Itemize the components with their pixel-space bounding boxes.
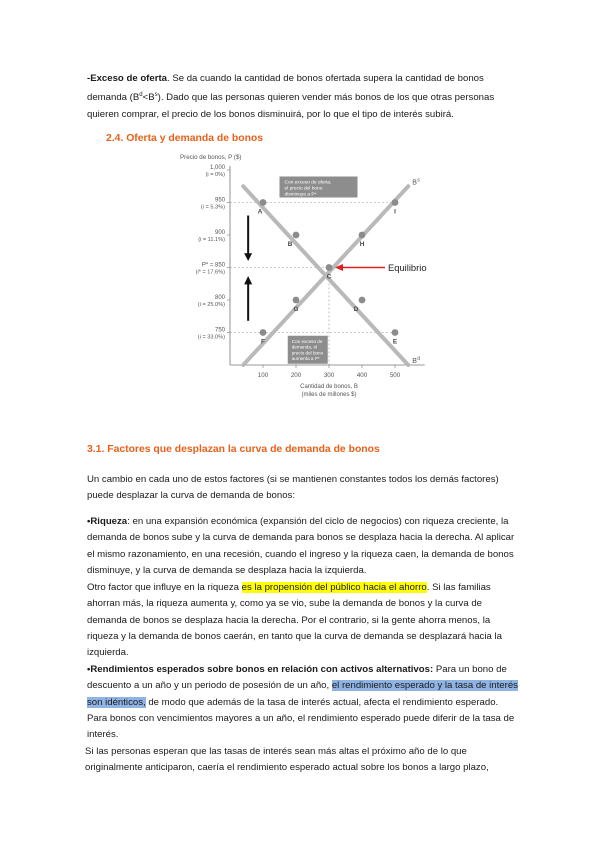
x-axis-sublabel: (miles de millones $) [301,392,357,398]
paragraph-rendimientos: •Rendimientos esperados sobre bonos en relación con activos alternativos: Para un bono de descuento a un año y un periodo de posesión de un año, el rendimiento esperado y la tasa de interés son idénticos, de modo que además de la tasa de interés actual, afecta el rendimiento esperado. Para bonos con vencimientos mayores a un año, el rendimiento esperado puede diferir de la tasa de interés. [87,664,518,741]
point-g [293,297,300,304]
point-c [326,264,333,271]
y-tick-sublabel: (i = 5.3%) [200,204,225,211]
paragraph-riqueza: •Riqueza: en una expansión económica (expansión del ciclo de negocios) con riqueza creciente, la demanda de bonos sube y la curva de demanda para bonos se desplaza hacia la derecha. Al aplicar el mismo razonamiento, en una recesión, cuando el ingreso y la riqueza caen, la demanda de bonos disminuye, y la curva de demanda se desplaza hacia la izquierda. [87,516,515,576]
y-tick-label: 950 [214,197,225,204]
paragraph-exceso-oferta: -Exceso de oferta. Se da cuando la cantidad de bonos ofertada supera la cantidad de bonos demanda $(B^d<B^s)$. Dado que las personas quieren vender más bonos de los que otras personas quieren comprar, el precio de los bonos disminuirá, por lo que el tipo de interés subirá. [87,73,495,120]
x-tick-label: 200 [290,372,302,379]
point-label-h: H [359,241,365,248]
highlight-rendimiento: el rendimiento esperado y la tasa de interés son idénticos, [87,680,518,708]
point-f [260,329,267,336]
paragraph-intro-factores: Un cambio en cada uno de estos factores (si se mantienen constantes todos los demás factores) puede desplazar la curva de demanda de bonos: [87,474,499,502]
y-tick-label: 1,000 [209,165,225,171]
y-tick-label: 800 [214,295,225,301]
point-b [293,232,300,239]
chart-svg [168,150,427,410]
section-heading-factores: 3.1. Factores que desplazan la curva de demanda de bonos [87,444,380,455]
y-axis-label: Precio de bonos, P ($) [180,154,242,161]
curve-label-bs: B [412,179,417,187]
x-axis-label: Cantidad de bonos, B [300,384,358,390]
y-tick-label: 750 [214,327,225,334]
point-label-f: F [261,338,265,346]
point-label-c: C [326,273,332,281]
curve-label-bd: B [412,358,417,365]
x-tick-label: 100 [257,372,269,379]
equilibrium-label: Equilibrio [388,262,427,273]
term-exceso-oferta: -Exceso de oferta [87,73,167,84]
curve-label-bs-sup: s [417,177,420,184]
y-tick-sublabel: (i = 11.1%) [198,237,225,243]
term-rendimientos: •Rendimientos esperados sobre bonos en relación con activos alternativos: [87,664,434,675]
paragraph-ahorro: Otro factor que influye en la riqueza es la propensión del público hacia el ahorro. Si las familias ahorran más, la riqueza aumenta y, como ya se vio, sube la demanda de bonos y la curva de demanda de bonos se desplaza hacia la derecha. Por el contrario, si la gente ahorra menos, la riqueza y la demanda de bonos caerán, en tanto que la curva de demanda se desplazará hacia la izquierda. [87,582,502,659]
y-tick-sublabel: (i = 25.0%) [197,302,225,308]
point-label-i: I [394,208,396,216]
y-tick-label: 900 [214,230,225,236]
section-heading-oferta-demanda: 2.4. Oferta y demanda de bonos [106,133,264,144]
arrow-up-icon [244,276,252,284]
box-excess-demand-text: Con exceso de [291,338,323,344]
point-label-a: A [257,208,263,216]
y-tick-sublabel: (i = 33.0%) [197,334,225,341]
point-label-g: G [293,306,299,313]
x-tick-label: 300 [323,372,335,379]
y-tick-label: P* = 850 [201,262,225,269]
box-excess-supply-text: disminuye a P* [284,192,317,198]
box-excess-demand-text: precio del bono [291,350,324,356]
point-h [359,232,366,239]
point-i [392,199,399,206]
point-e [392,329,399,336]
point-a [260,199,267,206]
x-tick-label: 400 [356,372,368,379]
bond-market-chart [168,150,427,410]
point-label-b: B [287,241,293,248]
box-excess-supply-text: el precio del bono [284,186,323,192]
point-d [359,297,366,304]
x-tick-label: 500 [389,372,401,379]
point-label-e: E [392,338,398,346]
term-riqueza: •Riqueza [87,516,128,527]
arrow-down-icon [244,253,252,261]
box-excess-demand-text: aumenta a P* [291,356,320,362]
curve-label-bd-sup: d [417,356,420,362]
box-excess-supply-text: Con exceso de oferta, [284,180,332,186]
y-tick-sublabel: (i* = 17.6%) [195,269,225,276]
paragraph-expectativas: Si las personas esperan que las tasas de interés sean más altas el próximo año de lo que originalmente anticiparon, caería el rendimiento esperado actual sobre los bonos a largo plazo, [85,746,489,774]
point-label-d: D [353,306,359,313]
box-excess-demand-text: demanda, el [291,344,318,350]
highlight-ahorro: es la propensión del público hacia el ahorro [241,582,427,593]
y-tick-sublabel: (i = 0%) [205,172,225,178]
